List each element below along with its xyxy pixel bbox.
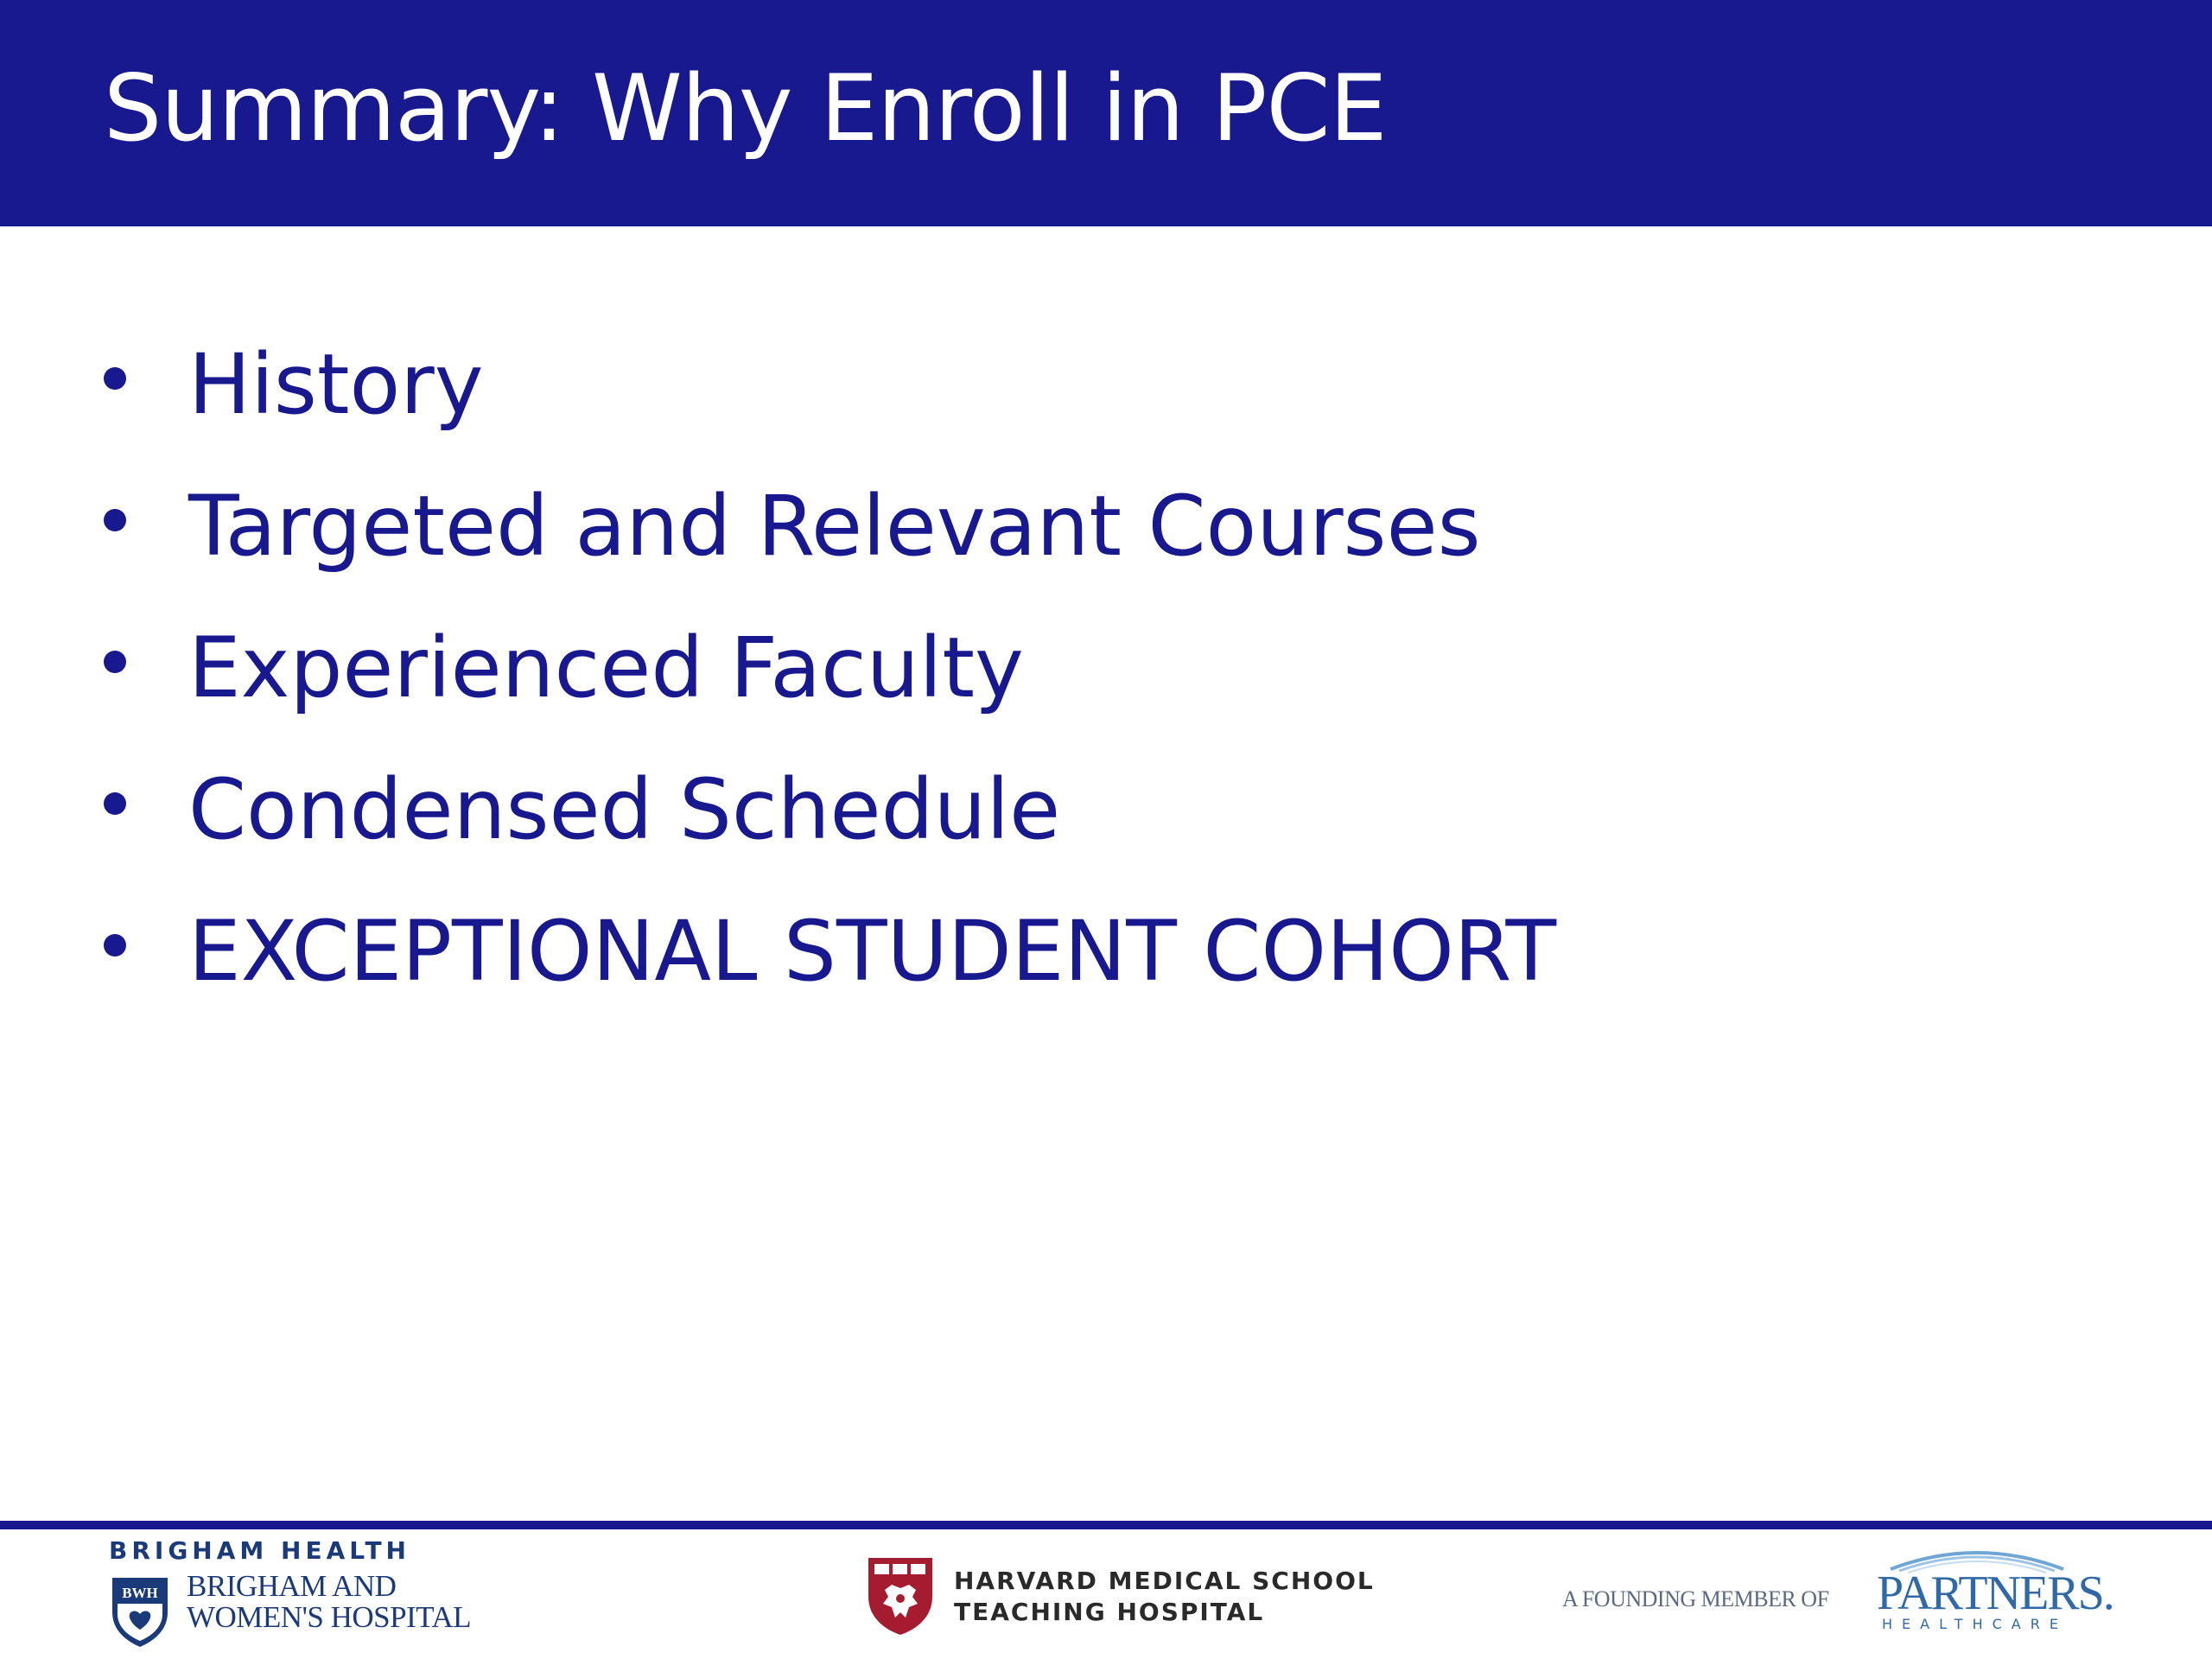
footer-rule — [0, 1521, 2212, 1529]
bwh-shield-icon — [109, 1574, 171, 1649]
bwh-name-line2: WOMEN'S HOSPITAL — [187, 1600, 471, 1634]
partners-prefix: A FOUNDING MEMBER OF — [1562, 1586, 1829, 1611]
title-bar — [0, 0, 2212, 226]
bwh-name — [187, 1571, 471, 1633]
bullet-text: Experienced Faculty — [188, 620, 1024, 716]
bwh-logo — [109, 1536, 506, 1649]
hms-text — [954, 1566, 1375, 1628]
bullet-text: Targeted and Relevant Courses — [188, 478, 1481, 575]
bwh-header: BRIGHAM HEALTH — [109, 1536, 410, 1565]
hms-line2: TEACHING HOSPITAL — [954, 1598, 1265, 1626]
bullet-dot-icon — [104, 509, 126, 531]
partners-logo — [1562, 1536, 2113, 1640]
bullet-text: Condensed Schedule — [188, 761, 1061, 858]
partners-name: PARTNERS. — [1877, 1567, 2113, 1620]
bwh-name-line1: BRIGHAM AND — [187, 1569, 397, 1603]
bullet-text: History — [188, 336, 484, 433]
hms-line1: HARVARD MEDICAL SCHOOL — [954, 1567, 1375, 1595]
harvard-shield-icon — [866, 1555, 935, 1637]
partners-sub: HEALTHCARE — [1882, 1616, 2068, 1632]
slide-title: Summary: Why Enroll in PCE — [104, 55, 1387, 162]
bullet-dot-icon — [104, 651, 126, 673]
bullet-dot-icon — [104, 792, 126, 815]
bullet-dot-icon — [104, 367, 126, 390]
bullet-dot-icon — [104, 934, 126, 957]
bwh-shield-text: BWH — [122, 1585, 158, 1601]
hms-logo — [866, 1555, 1375, 1638]
bullet-text: EXCEPTIONAL STUDENT COHORT — [188, 903, 1557, 1000]
